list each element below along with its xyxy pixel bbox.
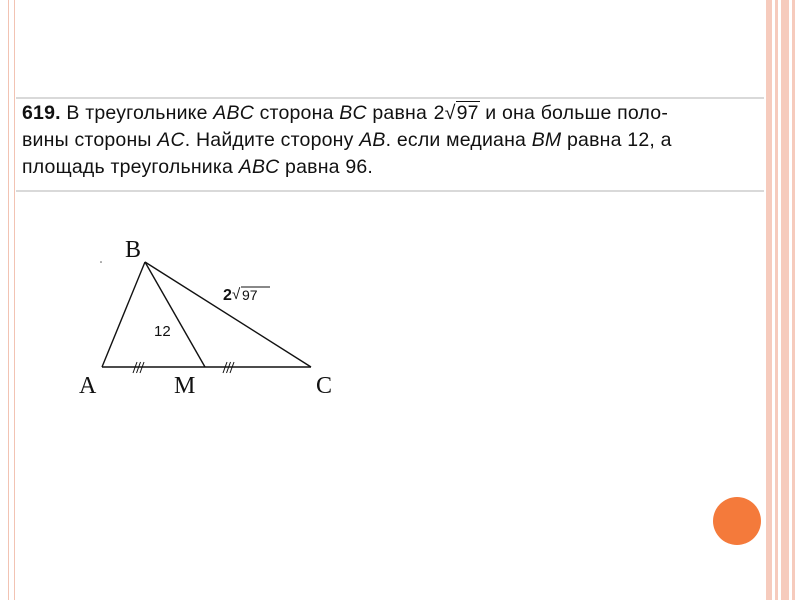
side-ab-line: [102, 262, 145, 367]
bc-length-coef: 2: [223, 287, 232, 304]
math-triangle: ABC: [213, 102, 254, 124]
math-median-bm: BM: [531, 129, 562, 151]
problem-number: 619.: [22, 102, 61, 124]
problem-text: равна 96.: [279, 156, 374, 178]
math-side-ab: AB: [359, 129, 386, 151]
problem-text: равна 12, а: [561, 129, 672, 151]
sqrt-coefficient: 2: [433, 102, 445, 124]
median-bm-line: [145, 262, 205, 367]
bc-radical-icon: √: [232, 286, 241, 303]
math-triangle: ABC: [238, 156, 280, 178]
problem-text: . Найдите сторону: [184, 129, 360, 151]
vertex-a-label: A: [79, 373, 97, 399]
stray-dot: [100, 261, 102, 263]
side-bc-line: [145, 262, 311, 367]
problem-text: вины стороны: [22, 129, 158, 151]
problem-text: сторона: [253, 102, 340, 124]
median-length-label: 12: [154, 323, 171, 340]
tick-marks-mc: [223, 362, 234, 373]
math-side-ac: AC: [157, 129, 185, 151]
problem-text: . если медиана: [385, 129, 532, 151]
problem-text: и она больше поло-: [479, 102, 669, 124]
problem-text: площадь треугольника: [22, 156, 239, 178]
tick-marks-am: [133, 362, 144, 373]
problem-text: равна: [366, 102, 433, 124]
problem-text: В треугольнике: [60, 102, 214, 124]
vertex-b-label: B: [125, 237, 142, 263]
radical-sign-icon: √: [444, 102, 456, 124]
math-side-bc: BC: [339, 102, 367, 124]
sqrt-radicand: 97: [456, 102, 479, 124]
bc-length-radicand: 97: [242, 287, 258, 303]
vertex-c-label: C: [316, 373, 333, 399]
vertex-m-label: M: [174, 373, 196, 399]
orange-circle-decoration: [713, 497, 761, 545]
